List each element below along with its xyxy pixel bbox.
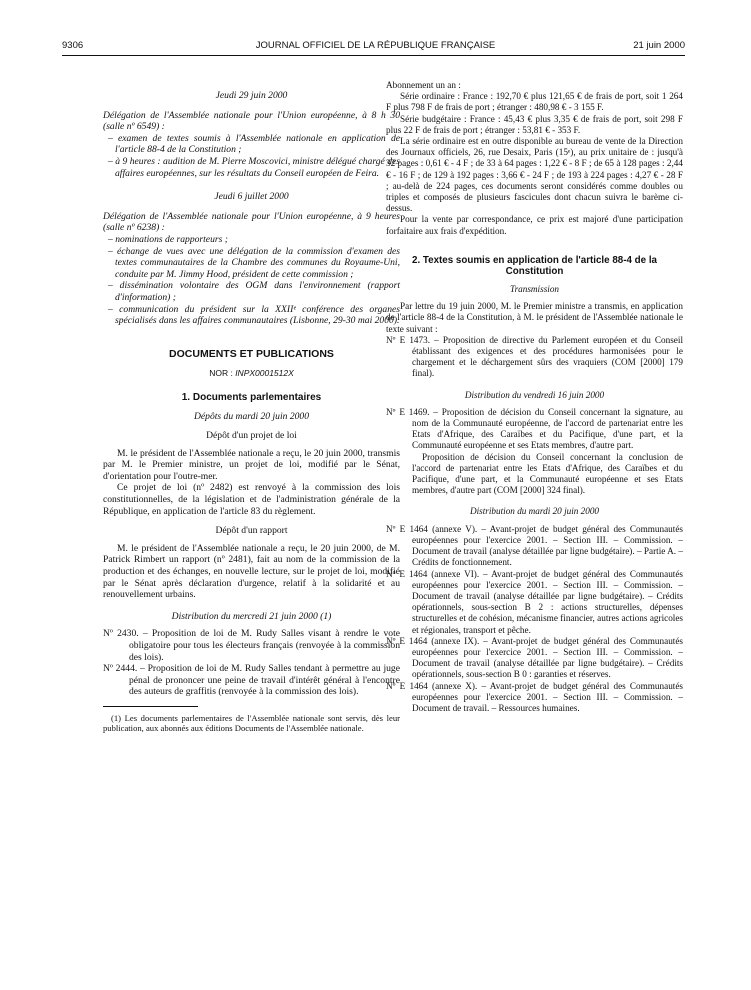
distribution-item: Nº 2430. – Proposition de loi de M. Rudy Salles visant à rendre le vote obligatoire pour tous les électeurs français (renvoyée à la commission des lois). [103,628,400,663]
projet-heading: Dépôt d'un projet de loi [206,430,297,442]
abonnement-label: Abonnement un an : [386,80,461,90]
transmission-paragraph: Par lettre du 19 juin 2000, M. le Premier ministre a transmis, en application de l'article 88-4 de la Constitution, à M. le président de l'Assemblée nationale le texte suivant : [386,301,683,334]
s1-item: – à 9 heures : audition de M. Pierre Moscovici, ministre délégué chargé des affaires européennes, sur les résultats du Conseil européen de Feira. [108,155,400,179]
footnote-rule [103,706,198,707]
distribution-item: Nº 2444. – Proposition de loi de M. Rudy Salles tendant à permettre au juge pénal de prononcer une peine de travail d'intérêt général à l'encontre des auteurs de graffitis (renvoyée à la commission des lois). [103,663,400,698]
s2-item: – nominations de rapporteurs ; [108,233,228,245]
document-e1473: Nº E 1473. – Proposition de directive du Parlement européen et du Conseil établissant des exigences et des procédures harmonisées pour le chargement et le déchargement sûrs des vraquiers (COM [2000] 179 final). [386,334,683,379]
section1-heading: 1. Documents parlementaires [181,391,322,403]
s2-item: – dissémination volontaire des OGM dans l'environnement (rapport d'information) ; [108,280,400,303]
s1-date: Jeudi 29 juin 2000 [215,90,288,101]
projet-paragraph-2: Ce projet de loi (nº 2482) est renvoyé à la commission des lois constitutionnelles, de la législation et de l'administration générale de la République, en application de l'article 83 du règlement. [103,482,400,517]
s2-item: – échange de vues avec une délégation de la commission d'examen des textes communautaires de la Chambre des communes du Royaume-Uni, conduite par M. Jimmy Hood, président de cette commission ; [108,245,400,280]
s2-date: Jeudi 6 juillet 2000 [214,191,289,203]
s1-item: – examen de textes soumis à l'Assemblée nationale en application de l'article 88-4 de la Constitution ; [108,132,400,156]
header-rule [62,55,685,56]
s2-item: – communication du président sur la XXIIᵉ conférence des organes spécialisés dans les affaires communautaires (Lisbonne, 29-30 mai 2000). [108,303,400,327]
right-column [386,80,683,714]
rapport-paragraph: M. le président de l'Assemblée nationale a reçu, le 20 juin 2000, de M. Patrick Rimbert un rapport (nº 2481), fait au nom de la commission de la production et des échanges, en nouvelle lecture, sur le projet de loi, modifié par le Sénat après déclaration d'urgence, relatif à la solidarité et au renouvellement urbains. [103,542,400,601]
document-e1469-conclusion: Proposition de décision du Conseil concernant la conclusion de l'accord de partenariat entre les Etats d'Afrique, des Caraïbes et du Pacifique, d'une part, et la Communauté européenne et ses Etats membres, d'autre part (COM [2000] 324 final). [412,451,683,496]
document-e1464: Nº E 1464 (annexe IX). – Avant-projet de budget général des Communautés européennes pour l'exercice 2001. – Section III. – Commission. – Document de travail (analyse détaillée par ligne budgétaire). – Crédits opérationnels, sous-section B 0 : garanties et réserves. [386,635,683,680]
document-e1464: Nº E 1464 (annexe VI). – Avant-projet de budget général des Communautés européennes pour l'exercice 2001. – Section III. – Commission. – Document de travail (analyse détaillée par ligne budgétaire). – Crédits opérationnels, sous-section B 2 : actions structurelles, dépenses structurelles et de cohésion, mécanisme financier, autres actions agricoles et régionales, transport et pêche. [386,568,683,635]
document-e1469: Nº E 1469. – Proposition de décision du Conseil concernant la signature, au nom de la Communauté européenne, de l'accord de partenariat entre les Etats d'Afrique, des Caraïbes et du Pacifique, d'une part, et la Communauté européenne et ses Etats membres, d'autre part. [386,406,683,451]
section2-heading: 2. Textes soumis en application de l'article 88-4 de la Constitution [412,254,657,278]
footnote: (1) Les documents parlementaires de l'Assemblée nationale sont servis, dès leur publication, aux abonnés aux éditions Documents de l'Assemblée nationale. [103,712,400,734]
abonnement-ordinaire: Série ordinaire : France : 192,70 € plus 121,65 € de frais de port, soit 1 264 F plus 798 F de frais de port ; étranger : 480,98 € - 3 155 F. [386,91,683,113]
rapport-heading: Dépôt d'un rapport [215,525,288,537]
document-e1464: Nº E 1464 (annexe X). – Avant-projet de budget général des Communautés européennes pour l'exercice 2001. – Section III. – Commission. – Document de travail. – Ressources humaines. [386,680,683,713]
journal-title: JOURNAL OFFICIEL DE LA RÉPUBLIQUE FRANÇAISE [255,40,496,51]
transmission-heading: Transmission [509,284,560,295]
nor-label: NOR : [209,368,233,379]
abonnement-vente: La série ordinaire est en outre disponible au bureau de vente de la Direction des Journaux officiels, 26, rue Desaix, Paris (15ᵉ), au prix unitaire de : jusqu'à 32 pages : 0,61 € - 4 F ; de 33 à 64 pages : 1,22 € - 8 F ; de 65 à 128 pages : 2,44 € - 16 F ; de 129 à 192 pages : 3,66 € - 24 F ; de 193 à 224 pages : 4,27 € - 28 F ; au-delà de 224 pages, ces documents seront considérés comme doubles ou triples et composés de plusieurs fascicules dont chacun suivra le barème ci-dessus. [386,136,683,214]
abonnement-correspondance: Pour la vente par correspondance, ce prix est majoré d'une participation forfaitaire aux frais d'expédition. [386,214,683,236]
page-number: 9306 [62,40,84,51]
abonnement-budgetaire: Série budgétaire : France : 45,43 € plus 3,35 € de frais de port, soit 298 F plus 22 F de frais de port ; étranger : 53,81 € - 353 F. [386,113,683,135]
nor-line [103,368,400,380]
left-column [103,80,400,734]
document-e1464: Nº E 1464 (annexe V). – Avant-projet de budget général des Communautés européennes pour l'exercice 2001. – Section III. – Commission. – Document de travail (analyse détaillée par ligne budgétaire). – Partie A. – Crédits de fonctionnement. [386,523,683,568]
projet-paragraph: M. le président de l'Assemblée nationale a reçu, le 20 juin 2000, transmis par M. le Premier ministre, un projet de loi, modifié par le Sénat, d'orientation pour l'outre-mer. [103,447,400,482]
header-date: 21 juin 2000 [633,40,685,51]
distribution-heading: Distribution du mercredi 21 juin 2000 (1) [171,610,332,622]
distribution-16-heading: Distribution du vendredi 16 juin 2000 [464,389,605,400]
distribution-20-heading: Distribution du mardi 20 juin 2000 [469,506,600,517]
documents-heading: DOCUMENTS ET PUBLICATIONS [169,347,334,360]
nor-value: INPX0001512X [235,368,294,379]
s1-intro: Délégation de l'Assemblée nationale pour l'Union européenne, à 8 h 30 (salle nº 6549) : [103,109,400,133]
s2-intro: Délégation de l'Assemblée nationale pour l'Union européenne, à 9 heures (salle nº 6238) : [103,210,400,234]
depots-date: Dépôts du mardi 20 juin 2000 [193,411,310,423]
